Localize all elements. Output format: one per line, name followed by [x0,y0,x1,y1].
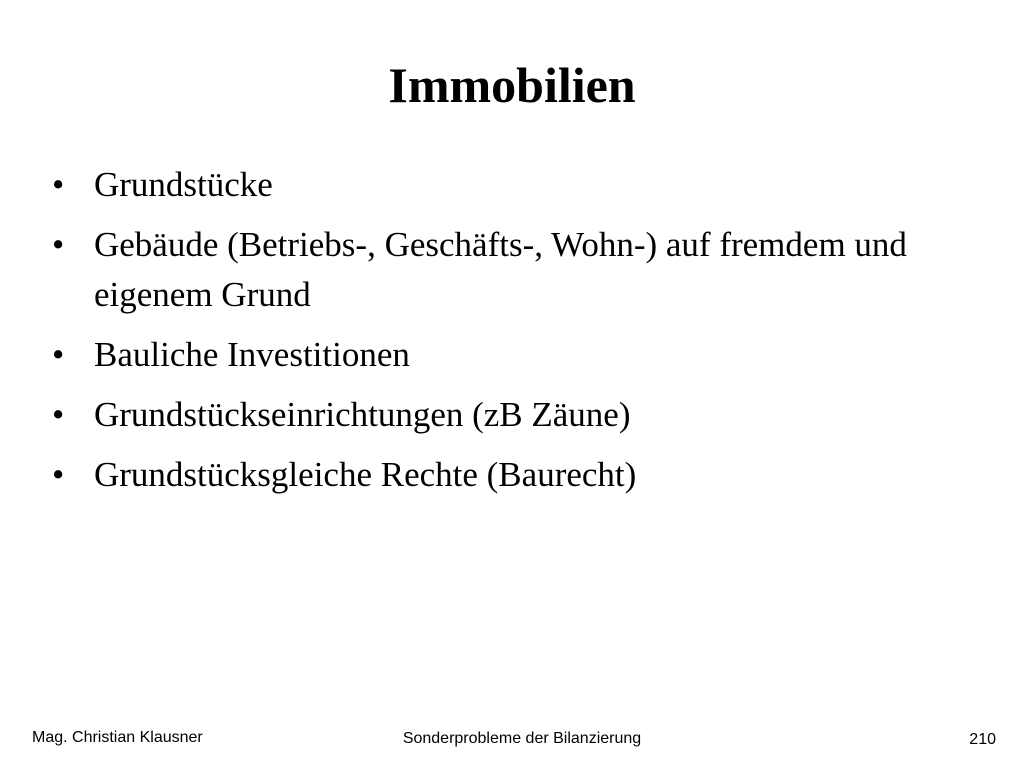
slide-title: Immobilien [388,57,636,113]
bullet-icon: • [52,165,65,204]
bullet-item [52,160,932,210]
bullet-item [52,450,932,500]
bullet-list [52,160,932,510]
bullet-item [52,220,932,320]
footer-page-number: 210 [969,731,996,748]
bullet-item [52,330,932,380]
bullet-icon: • [52,335,65,374]
bullet-item [52,390,932,440]
bullet-icon: • [52,225,65,264]
footer-author: Mag. Christian Klausner [32,729,203,746]
bullet-text: Gebäude (Betriebs-, Geschäfts-, Wohn-) auf fremdem und eigenem Grund [94,225,907,314]
bullet-icon: • [52,395,65,434]
bullet-text: Grundstücke [94,165,273,204]
bullet-icon: • [52,455,65,494]
bullet-text: Grundstückseinrichtungen (zB Zäune) [94,395,631,434]
bullet-text: Grundstücksgleiche Rechte (Baurecht) [94,455,637,494]
footer-topic: Sonderprobleme der Bilanzierung [402,730,642,747]
bullet-text: Bauliche Investitionen [94,335,410,374]
